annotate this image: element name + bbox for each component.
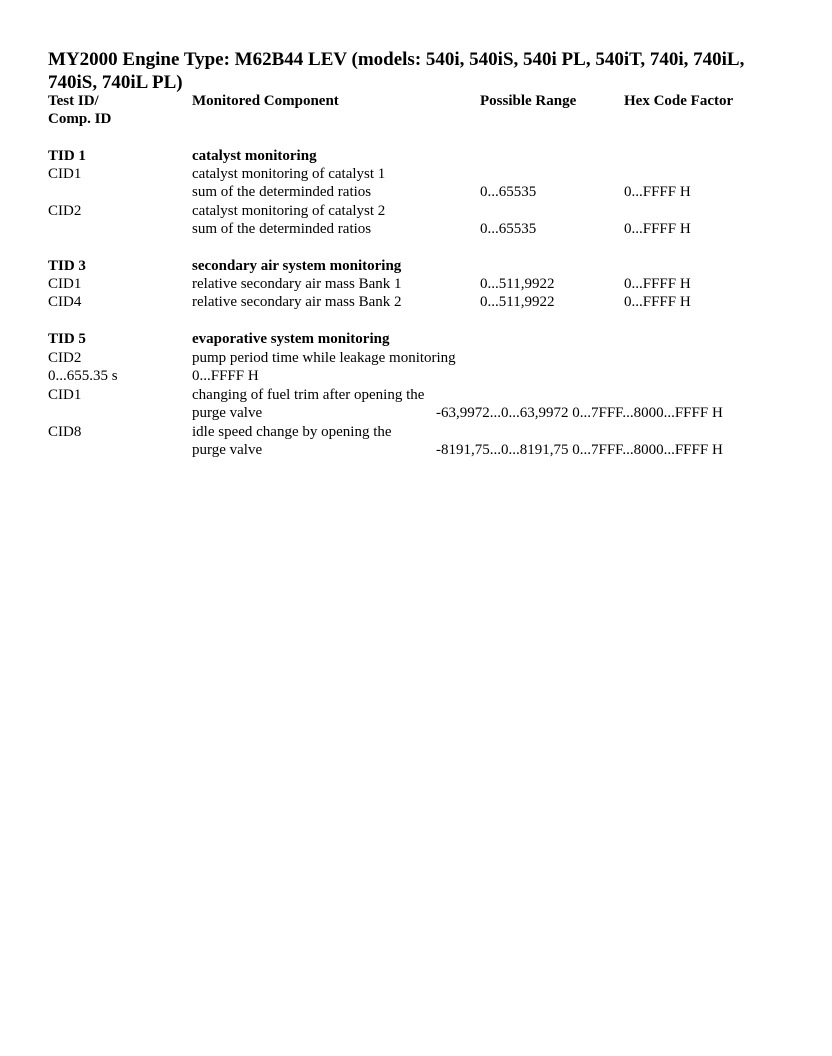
- tid3-row1-hex: 0...FFFF H: [624, 276, 691, 292]
- title-line-1: MY2000 Engine Type: M62B44 LEV (models: 540i, 540iS, 540i PL, 540iT, 740i, 740iL,: [48, 49, 745, 70]
- tid5-row1-range: 0...655.35 s: [48, 368, 118, 384]
- header-monitored-component: Monitored Component: [192, 93, 339, 109]
- header-test-id: Test ID/: [48, 93, 99, 109]
- document-title: [48, 48, 744, 94]
- tid5-row2-id: CID1: [48, 387, 82, 403]
- tid3-row2-range: 0...511,9922: [480, 294, 555, 310]
- tid5-row2-component-line2: purge valve: [192, 405, 263, 421]
- header-possible-range: Possible Range: [480, 93, 577, 109]
- section-tid-3-id: TID 3: [48, 258, 86, 274]
- title-line-2: 740iS, 740iL PL): [48, 72, 183, 93]
- tid3-row2-component: relative secondary air mass Bank 2: [192, 294, 402, 310]
- tid3-row2-hex: 0...FFFF H: [624, 294, 691, 310]
- section-tid-1-id: TID 1: [48, 148, 86, 164]
- tid1-row1-component-line1: catalyst monitoring of catalyst 1: [192, 166, 386, 182]
- tid5-row1-id: CID2: [48, 350, 82, 366]
- tid1-row2-hex: 0...FFFF H: [624, 221, 691, 237]
- tid3-row1-component: relative secondary air mass Bank 1: [192, 276, 402, 292]
- tid5-row2-component-line1: changing of fuel trim after opening the: [192, 387, 425, 403]
- section-tid-3-title: secondary air system monitoring: [192, 258, 402, 274]
- header-comp-id: Comp. ID: [48, 111, 112, 127]
- tid1-row1-component-line2: sum of the determinded ratios: [192, 184, 372, 200]
- tid1-row2-range: 0...65535: [480, 221, 537, 237]
- section-tid-5-id: TID 5: [48, 331, 86, 347]
- tid5-row3-id: CID8: [48, 424, 82, 440]
- tid1-row1-hex: 0...FFFF H: [624, 184, 691, 200]
- tid1-row1-range: 0...65535: [480, 184, 537, 200]
- header-hex-code-factor: Hex Code Factor: [624, 93, 734, 109]
- section-tid-1-title: catalyst monitoring: [192, 148, 317, 164]
- tid5-row3-component-line1: idle speed change by opening the: [192, 424, 392, 440]
- tid1-row2-component-line2: sum of the determinded ratios: [192, 221, 372, 237]
- tid5-row3-range-hex: -8191,75...0...8191,75 0...7FFF...8000...FFFF H: [436, 442, 723, 458]
- tid1-row1-id: CID1: [48, 166, 82, 182]
- tid3-row2-id: CID4: [48, 294, 82, 310]
- tid5-row1-component: pump period time while leakage monitoring: [192, 350, 456, 366]
- tid5-row2-range-hex: -63,9972...0...63,9972 0...7FFF...8000...FFFF H: [436, 405, 723, 421]
- tid5-row3-component-line2: purge valve: [192, 442, 263, 458]
- tid3-row1-id: CID1: [48, 276, 82, 292]
- section-tid-5-title: evaporative system monitoring: [192, 331, 390, 347]
- tid1-row2-id: CID2: [48, 203, 82, 219]
- tid5-row1-hex: 0...FFFF H: [192, 368, 259, 384]
- tid3-row1-range: 0...511,9922: [480, 276, 555, 292]
- tid1-row2-component-line1: catalyst monitoring of catalyst 2: [192, 203, 386, 219]
